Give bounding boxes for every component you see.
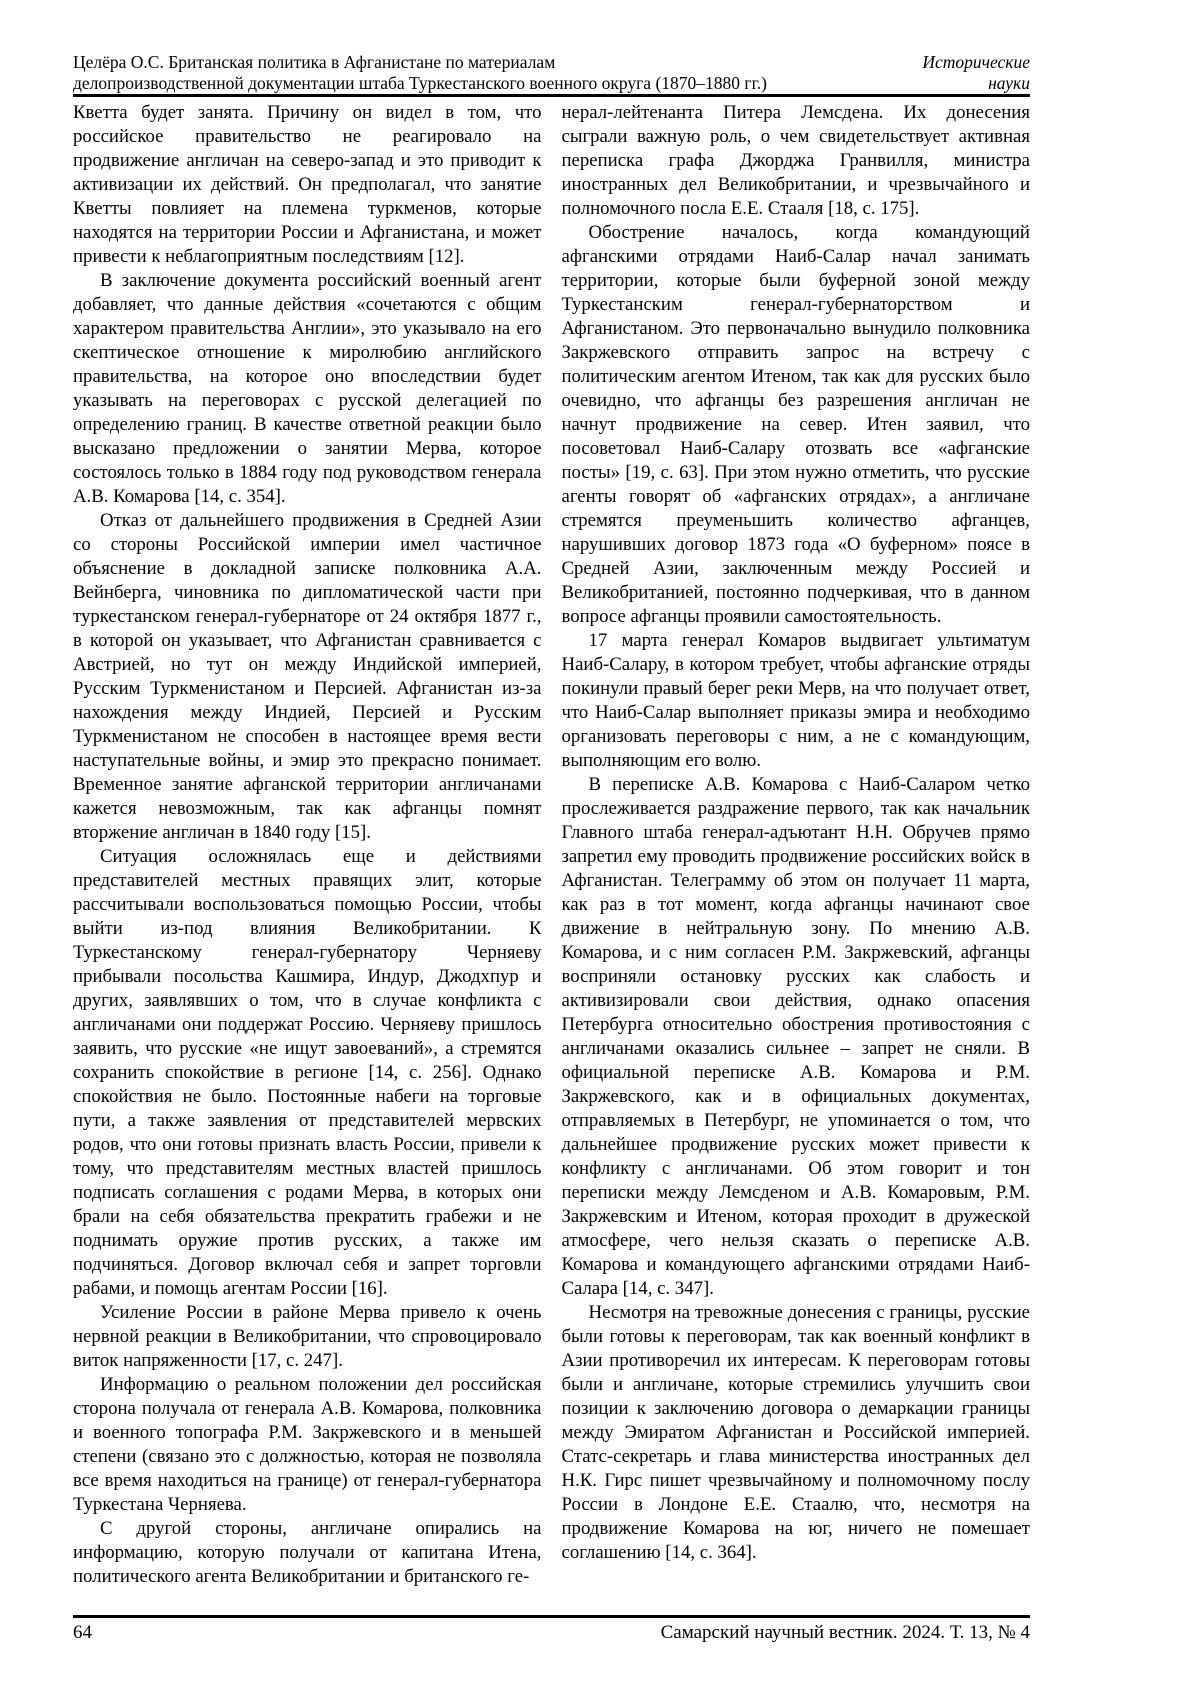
- page-number: 64: [73, 1622, 92, 1643]
- running-header-left: [73, 52, 767, 94]
- page-footer: [73, 1621, 1030, 1645]
- paragraph: Кветта будет занята. Причину он видел в том, что российское правительство не реагировало на продвижение англичан на северо-запад и это приводит к активизации их действий. Он предполагал, что занятие Кветты повлияет на племена туркменов, которые находятся на территории России и Афганистана, и может привести к неблагоприятным последствиям [12].: [73, 102, 542, 267]
- paragraph: Усиление России в районе Мерва привело к очень нервной реакции в Великобритании, что спровоцировало виток напряженности [17, с. 247].: [73, 1302, 542, 1371]
- header-rule: [73, 94, 1030, 97]
- paragraph: Несмотря на тревожные донесения с границы, русские были готовы к переговорам, так как военный конфликт в Азии противоречил их интересам. К переговорам готовы были и англичане, которые стремились улучшить свои позиции к заключению договора о демаркации границы между Эмиратом Афганистан и Российской империей. Статс-секретарь и глава министерства иностранных дел Н.К. Гирс пишет чрезвычайному и полномочному послу России в Лондоне Е.Е. Стаалю, что, несмотря на продвижение Комарова на юг, ничего не помешает соглашению [14, с. 364].: [561, 1302, 1030, 1563]
- paragraph: В заключение документа российский военный агент добавляет, что данные действия «сочетаются с общим характером правительства Англии», это указывало на его скептическое отношение к миролюбию английского правительства, на которое оно впоследствии будет указывать на переговорах с русской делегацией по определению границ. В качестве ответной реакции было высказано предложении о занятии Мерва, которое состоялось только в 1884 году под руководством генерала А.В. Комарова [14, с. 354].: [73, 270, 542, 507]
- paragraph: Ситуация осложнялась еще и действиями представителей местных правящих элит, которые рассчитывали воспользоваться помощью России, чтобы выйти из-под влияния Великобритании. К Туркестанскому генерал-губернатору Черняеву прибывали посольства Кашмира, Индур, Джодхпур и других, заявлявших о том, что в случае конфликта с англичанами они поддержат Россию. Черняеву пришлось заявить, что русские «не ищут завоеваний», а стремятся сохранить спокойствие в регионе [14, с. 256]. Однако спокойствия не было. Постоянные набеги на торговые пути, а также заявления от представителей мервских родов, что они готовы признать власть России, привели к тому, что представителям местных властей пришлось подписать соглашения с родами Мерва, в которых они брали на себя обязательства прекратить грабежи и не поднимать оружие против русских, а также им подчиняться. Договор включал себя и запрет торговли рабами, и помощь агентам России [16].: [73, 846, 542, 1299]
- paragraph: С другой стороны, англичане опирались на информацию, которую получали от капитана Итена, политического агента Великобритании и британского ге-: [73, 1518, 542, 1587]
- header-section-line2: науки: [988, 73, 1030, 93]
- left-column: [73, 101, 542, 1613]
- paragraph: Отказ от дальнейшего продвижения в Средней Азии со стороны Российской империи имел частичное объяснение в докладной записке полковника А.А. Вейнберга, чиновника по дипломатической части при туркестанском генерал-губернаторе от 24 октября 1877 г., в которой он указывает, что Афганистан сравнивается с Австрией, но тут он между Индийской империей, Русским Туркменистаном и Персией. Афганистан из-за нахождения между Индией, Персией и Русским Туркменистаном не способен в настоящее время вести наступательные войны, и эмир это прекрасно понимает. Временное занятие афганской территории англичанами кажется невозможным, так как афганцы помнят вторжение англичан в 1840 году [15].: [73, 510, 542, 843]
- header-title-line: делопроизводственной документации штаба Туркестанского военного округа (1870–1880 гг.): [73, 73, 767, 93]
- running-header: [73, 52, 1030, 94]
- paragraph: 17 марта генерал Комаров выдвигает ультиматум Наиб-Салару, в котором требует, чтобы афганские отряды покинули правый берег реки Мерв, на что получает ответ, что Наиб-Салар выполняет приказы эмира и необходимо организовать переговоры с ним, а не с командующим, выполняющим его волю.: [561, 630, 1030, 771]
- article-body: [73, 101, 1030, 1613]
- header-section-line1: Исторические: [922, 52, 1030, 72]
- header-author-line: Целёра О.С. Британская политика в Афганистане по материалам: [73, 52, 556, 72]
- paragraph: Информацию о реальном положении дел российская сторона получала от генерала А.В. Комарова, полковника и военного топографа Р.М. Закржевского и в меньшей степени (связано это с должностью, которая не позволяла все время находиться на границе) от генерал-губернатора Туркестана Черняева.: [73, 1374, 542, 1515]
- running-header-section: [922, 52, 1030, 94]
- right-column: [562, 101, 1031, 1613]
- paragraph: В переписке А.В. Комарова с Наиб-Саларом четко прослеживается раздражение первого, так как начальник Главного штаба генерал-адъютант Н.Н. Обручев прямо запретил ему проводить продвижение российских войск в Афганистан. Телеграмму об этом он получает 11 марта, как раз в тот момент, когда афганцы начинают свое движение в нейтральную зону. По мнению А.В. Комарова, и с ним согласен Р.М. Закржевский, афганцы восприняли остановку русских как слабость и активизировали свои действия, однако опасения Петербурга относительно обострения противостояния с англичанами оказались сильнее – запрет не сняли. В официальной переписке А.В. Комарова и Р.М. Закржевского, как и в официальных документах, отправляемых в Петербург, не упоминается о том, что дальнейшее продвижение русских может привести к конфликту с англичанами. Об этом говорит и тон переписки между Лемсденом и А.В. Комаровым, Р.М. Закржевским и Итеном, которая проходит в дружеской атмосфере, чего нельзя сказать о переписке А.В. Комарова и командующего афганскими отрядами Наиб-Салара [14, с. 347].: [561, 774, 1030, 1299]
- journal-citation: Самарский научный вестник. 2024. Т. 13, № 4: [660, 1622, 1030, 1643]
- footer-rule: [73, 1615, 1030, 1618]
- paragraph: нерал-лейтенанта Питера Лемсдена. Их донесения сыграли важную роль, о чем свидетельствует активная переписка графа Джорджа Гранвилля, министра иностранных дел Великобритании, и чрезвычайного и полномочного посла Е.Е. Стааля [18, с. 175].: [561, 102, 1030, 219]
- paragraph: Обострение началось, когда командующий афганскими отрядами Наиб-Салар начал занимать территории, которые были буферной зоной между Туркестанским генерал-губернаторством и Афганистаном. Это первоначально вынудило полковника Закржевского отправить запрос на встречу с политическим агентом Итеном, так как для русских было очевидно, что афганцы без разрешения англичан не начнут продвижение на север. Итен заявил, что посоветовал Наиб-Салару отозвать все «афганские посты» [19, с. 63]. При этом нужно отметить, что русские агенты говорят об «афганских отрядах», а англичане стремятся преуменьшить количество афганцев, нарушивших договор 1873 года «О буферном» поясе в Средней Азии, заключенным между Россией и Великобританией, постоянно подчеркивая, что в данном вопросе афганцы проявили самостоятельность.: [561, 222, 1030, 627]
